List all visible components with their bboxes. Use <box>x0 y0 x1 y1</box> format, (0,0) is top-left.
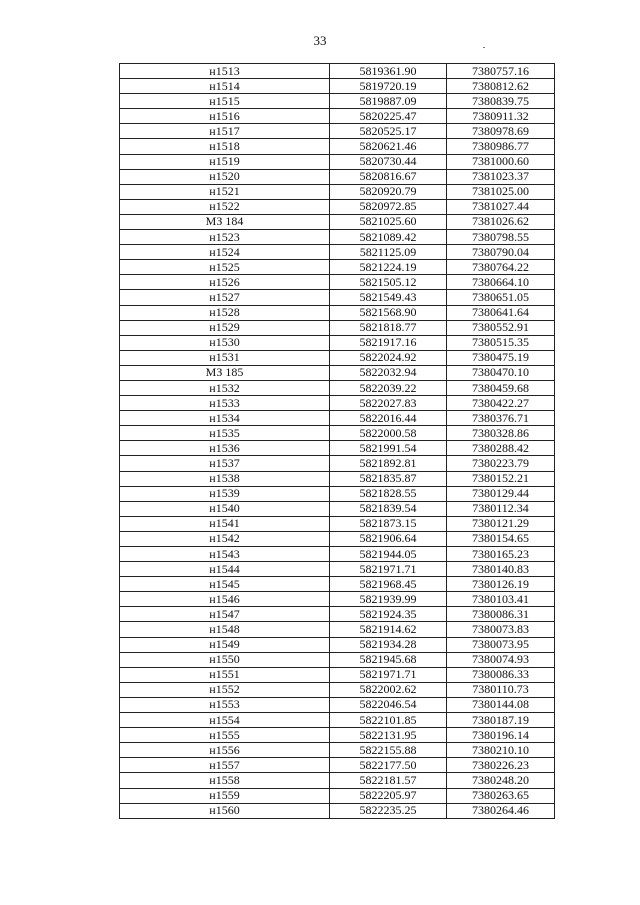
y-coordinate-cell: 7380764.22 <box>447 260 555 275</box>
point-id-cell: н1535 <box>120 426 330 441</box>
x-coordinate-cell: 5822032.94 <box>330 365 447 380</box>
table-row <box>120 667 555 682</box>
y-coordinate-cell: 7381000.60 <box>447 154 555 169</box>
x-coordinate-cell: 5821991.54 <box>330 441 447 456</box>
x-coordinate-cell: 5820816.67 <box>330 169 447 184</box>
y-coordinate-cell: 7380129.44 <box>447 486 555 501</box>
table-row <box>120 260 555 275</box>
y-coordinate-cell: 7380812.62 <box>447 79 555 94</box>
x-coordinate-cell: 5819361.90 <box>330 64 447 79</box>
y-coordinate-cell: 7380165.23 <box>447 547 555 562</box>
point-id-cell: н1553 <box>120 697 330 712</box>
table-row <box>120 501 555 516</box>
x-coordinate-cell: 5820730.44 <box>330 154 447 169</box>
y-coordinate-cell: 7380978.69 <box>447 124 555 139</box>
table-row <box>120 486 555 501</box>
y-coordinate-cell: 7381023.37 <box>447 169 555 184</box>
x-coordinate-cell: 5819720.19 <box>330 79 447 94</box>
x-coordinate-cell: 5821924.35 <box>330 607 447 622</box>
point-id-cell: МЗ 185 <box>120 365 330 380</box>
point-id-cell: н1555 <box>120 728 330 743</box>
point-id-cell: н1557 <box>120 758 330 773</box>
point-id-cell: н1560 <box>120 803 330 818</box>
y-coordinate-cell: 7380459.68 <box>447 380 555 395</box>
page-number: 33 <box>313 33 327 48</box>
point-id-cell: н1547 <box>120 607 330 622</box>
coordinates-table-body <box>120 64 555 819</box>
y-coordinate-cell: 7380839.75 <box>447 94 555 109</box>
x-coordinate-cell: 5820621.46 <box>330 139 447 154</box>
table-row <box>120 169 555 184</box>
table-row <box>120 350 555 365</box>
point-id-cell: н1554 <box>120 713 330 728</box>
x-coordinate-cell: 5822000.58 <box>330 426 447 441</box>
table-row <box>120 773 555 788</box>
table-row <box>120 758 555 773</box>
point-id-cell: н1551 <box>120 667 330 682</box>
point-id-cell: н1556 <box>120 743 330 758</box>
table-row <box>120 396 555 411</box>
table-row <box>120 441 555 456</box>
x-coordinate-cell: 5821906.64 <box>330 531 447 546</box>
table-row <box>120 230 555 245</box>
x-coordinate-cell: 5821914.62 <box>330 622 447 637</box>
x-coordinate-cell: 5820972.85 <box>330 199 447 214</box>
table-row <box>120 109 555 124</box>
y-coordinate-cell: 7380103.41 <box>447 592 555 607</box>
y-coordinate-cell: 7380376.71 <box>447 411 555 426</box>
x-coordinate-cell: 5819887.09 <box>330 94 447 109</box>
x-coordinate-cell: 5821025.60 <box>330 214 447 229</box>
y-coordinate-cell: 7380144.08 <box>447 697 555 712</box>
table-row <box>120 380 555 395</box>
point-id-cell: н1546 <box>120 592 330 607</box>
x-coordinate-cell: 5821568.90 <box>330 305 447 320</box>
point-id-cell: н1528 <box>120 305 330 320</box>
x-coordinate-cell: 5821505.12 <box>330 275 447 290</box>
x-coordinate-cell: 5820525.17 <box>330 124 447 139</box>
y-coordinate-cell: 7380196.14 <box>447 728 555 743</box>
x-coordinate-cell: 5822046.54 <box>330 697 447 712</box>
x-coordinate-cell: 5821839.54 <box>330 501 447 516</box>
y-coordinate-cell: 7380552.91 <box>447 320 555 335</box>
y-coordinate-cell: 7380073.95 <box>447 637 555 652</box>
y-coordinate-cell: 7380911.32 <box>447 109 555 124</box>
x-coordinate-cell: 5822155.88 <box>330 743 447 758</box>
y-coordinate-cell: 7380263.65 <box>447 788 555 803</box>
y-coordinate-cell: 7380187.19 <box>447 713 555 728</box>
x-coordinate-cell: 5821934.28 <box>330 637 447 652</box>
point-id-cell: н1526 <box>120 275 330 290</box>
x-coordinate-cell: 5821971.71 <box>330 667 447 682</box>
point-id-cell: н1540 <box>120 501 330 516</box>
y-coordinate-cell: 7380798.55 <box>447 230 555 245</box>
table-row <box>120 547 555 562</box>
x-coordinate-cell: 5822024.92 <box>330 350 447 365</box>
y-coordinate-cell: 7380112.34 <box>447 501 555 516</box>
point-id-cell: н1515 <box>120 94 330 109</box>
point-id-cell: н1517 <box>120 124 330 139</box>
x-coordinate-cell: 5822131.95 <box>330 728 447 743</box>
y-coordinate-cell: 7380140.83 <box>447 562 555 577</box>
y-coordinate-cell: 7380664.10 <box>447 275 555 290</box>
table-row <box>120 562 555 577</box>
y-coordinate-cell: 7380152.21 <box>447 471 555 486</box>
x-coordinate-cell: 5822181.57 <box>330 773 447 788</box>
y-coordinate-cell: 7381026.62 <box>447 214 555 229</box>
point-id-cell: н1514 <box>120 79 330 94</box>
table-row <box>120 365 555 380</box>
table-row <box>120 471 555 486</box>
y-coordinate-cell: 7380121.29 <box>447 516 555 531</box>
x-coordinate-cell: 5822235.25 <box>330 803 447 818</box>
x-coordinate-cell: 5821224.19 <box>330 260 447 275</box>
point-id-cell: н1549 <box>120 637 330 652</box>
table-row <box>120 803 555 818</box>
y-coordinate-cell: 7381027.44 <box>447 199 555 214</box>
point-id-cell: н1548 <box>120 622 330 637</box>
point-id-cell: н1522 <box>120 199 330 214</box>
point-id-cell: н1543 <box>120 547 330 562</box>
x-coordinate-cell: 5821944.05 <box>330 547 447 562</box>
table-row <box>120 214 555 229</box>
y-coordinate-cell: 7380757.16 <box>447 64 555 79</box>
point-id-cell: н1516 <box>120 109 330 124</box>
table-row <box>120 592 555 607</box>
y-coordinate-cell: 7380651.05 <box>447 290 555 305</box>
y-coordinate-cell: 7380073.83 <box>447 622 555 637</box>
x-coordinate-cell: 5821873.15 <box>330 516 447 531</box>
x-coordinate-cell: 5821945.68 <box>330 652 447 667</box>
y-coordinate-cell: 7380210.10 <box>447 743 555 758</box>
point-id-cell: н1529 <box>120 320 330 335</box>
y-coordinate-cell: 7380790.04 <box>447 245 555 260</box>
x-coordinate-cell: 5822027.83 <box>330 396 447 411</box>
y-coordinate-cell: 7380223.79 <box>447 456 555 471</box>
x-coordinate-cell: 5821828.55 <box>330 486 447 501</box>
table-row <box>120 305 555 320</box>
point-id-cell: н1552 <box>120 682 330 697</box>
table-row <box>120 697 555 712</box>
point-id-cell: н1518 <box>120 139 330 154</box>
x-coordinate-cell: 5821968.45 <box>330 577 447 592</box>
table-row <box>120 124 555 139</box>
y-coordinate-cell: 7380126.19 <box>447 577 555 592</box>
table-row <box>120 139 555 154</box>
y-coordinate-cell: 7380641.64 <box>447 305 555 320</box>
point-id-cell: н1523 <box>120 230 330 245</box>
point-id-cell: н1519 <box>120 154 330 169</box>
x-coordinate-cell: 5822016.44 <box>330 411 447 426</box>
x-coordinate-cell: 5821089.42 <box>330 230 447 245</box>
table-row <box>120 682 555 697</box>
point-id-cell: н1531 <box>120 350 330 365</box>
point-id-cell: н1544 <box>120 562 330 577</box>
x-coordinate-cell: 5822177.50 <box>330 758 447 773</box>
point-id-cell: н1536 <box>120 441 330 456</box>
x-coordinate-cell: 5821939.99 <box>330 592 447 607</box>
scan-speck <box>483 47 485 48</box>
point-id-cell: н1532 <box>120 380 330 395</box>
x-coordinate-cell: 5821818.77 <box>330 320 447 335</box>
point-id-cell: н1524 <box>120 245 330 260</box>
x-coordinate-cell: 5821125.09 <box>330 245 447 260</box>
y-coordinate-cell: 7380328.86 <box>447 426 555 441</box>
table-row <box>120 728 555 743</box>
table-row <box>120 320 555 335</box>
y-coordinate-cell: 7380086.31 <box>447 607 555 622</box>
table-row <box>120 79 555 94</box>
table-row <box>120 607 555 622</box>
table-row <box>120 713 555 728</box>
y-coordinate-cell: 7380475.19 <box>447 350 555 365</box>
x-coordinate-cell: 5822205.97 <box>330 788 447 803</box>
y-coordinate-cell: 7380288.42 <box>447 441 555 456</box>
point-id-cell: н1525 <box>120 260 330 275</box>
table-row <box>120 245 555 260</box>
table-row <box>120 154 555 169</box>
table-row <box>120 411 555 426</box>
point-id-cell: н1520 <box>120 169 330 184</box>
y-coordinate-cell: 7380986.77 <box>447 139 555 154</box>
point-id-cell: н1542 <box>120 531 330 546</box>
y-coordinate-cell: 7380264.46 <box>447 803 555 818</box>
x-coordinate-cell: 5821549.43 <box>330 290 447 305</box>
y-coordinate-cell: 7380515.35 <box>447 335 555 350</box>
table-row <box>120 64 555 79</box>
table-row <box>120 622 555 637</box>
point-id-cell: н1513 <box>120 64 330 79</box>
table-row <box>120 290 555 305</box>
x-coordinate-cell: 5820225.47 <box>330 109 447 124</box>
point-id-cell: н1538 <box>120 471 330 486</box>
y-coordinate-cell: 7380422.27 <box>447 396 555 411</box>
point-id-cell: н1534 <box>120 411 330 426</box>
y-coordinate-cell: 7380248.20 <box>447 773 555 788</box>
y-coordinate-cell: 7380074.93 <box>447 652 555 667</box>
point-id-cell: н1527 <box>120 290 330 305</box>
point-id-cell: н1533 <box>120 396 330 411</box>
y-coordinate-cell: 7380226.23 <box>447 758 555 773</box>
point-id-cell: н1550 <box>120 652 330 667</box>
table-row <box>120 456 555 471</box>
x-coordinate-cell: 5822039.22 <box>330 380 447 395</box>
y-coordinate-cell: 7380470.10 <box>447 365 555 380</box>
x-coordinate-cell: 5820920.79 <box>330 184 447 199</box>
point-id-cell: н1521 <box>120 184 330 199</box>
x-coordinate-cell: 5821892.81 <box>330 456 447 471</box>
y-coordinate-cell: 7381025.00 <box>447 184 555 199</box>
y-coordinate-cell: 7380086.33 <box>447 667 555 682</box>
x-coordinate-cell: 5822002.62 <box>330 682 447 697</box>
table-row <box>120 516 555 531</box>
point-id-cell: н1541 <box>120 516 330 531</box>
table-row <box>120 199 555 214</box>
x-coordinate-cell: 5822101.85 <box>330 713 447 728</box>
y-coordinate-cell: 7380154.65 <box>447 531 555 546</box>
table-row <box>120 426 555 441</box>
x-coordinate-cell: 5821971.71 <box>330 562 447 577</box>
point-id-cell: н1545 <box>120 577 330 592</box>
table-row <box>120 184 555 199</box>
table-row <box>120 637 555 652</box>
point-id-cell: н1530 <box>120 335 330 350</box>
point-id-cell: н1559 <box>120 788 330 803</box>
table-row <box>120 335 555 350</box>
table-row <box>120 743 555 758</box>
point-id-cell: н1558 <box>120 773 330 788</box>
y-coordinate-cell: 7380110.73 <box>447 682 555 697</box>
point-id-cell: н1537 <box>120 456 330 471</box>
point-id-cell: н1539 <box>120 486 330 501</box>
table-row <box>120 577 555 592</box>
x-coordinate-cell: 5821917.16 <box>330 335 447 350</box>
table-row <box>120 275 555 290</box>
table-row <box>120 94 555 109</box>
table-row <box>120 788 555 803</box>
coordinates-table <box>119 63 555 819</box>
x-coordinate-cell: 5821835.87 <box>330 471 447 486</box>
point-id-cell: МЗ 184 <box>120 214 330 229</box>
table-row <box>120 652 555 667</box>
table-row <box>120 531 555 546</box>
